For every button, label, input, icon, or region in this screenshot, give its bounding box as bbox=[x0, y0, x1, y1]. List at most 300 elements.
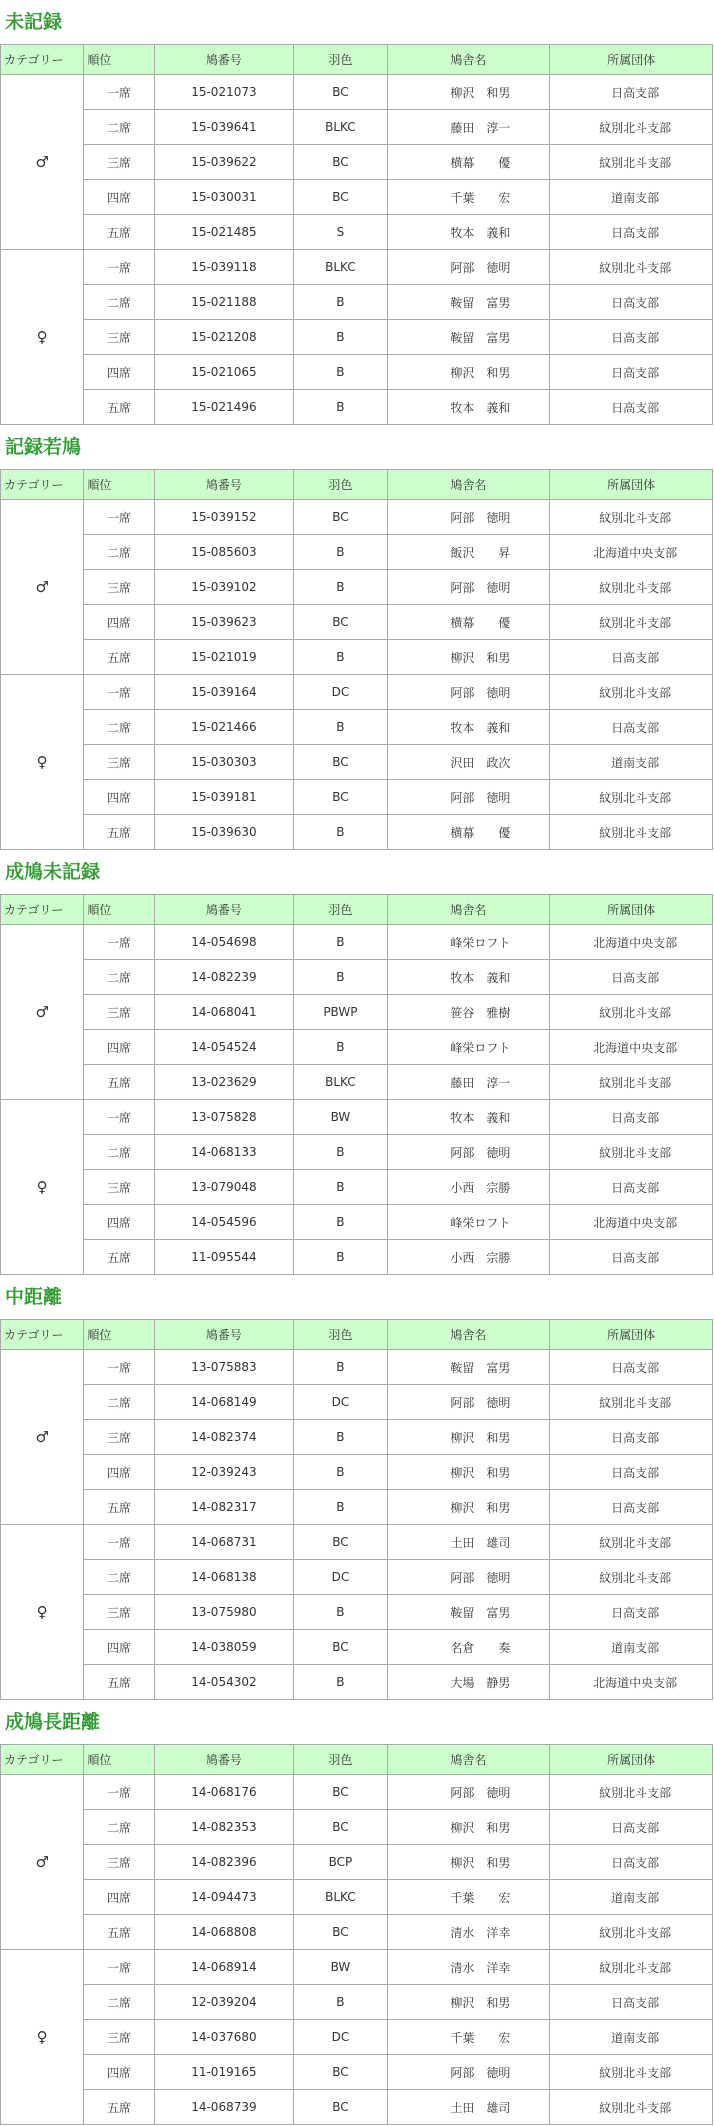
rank-cell: 四席 bbox=[84, 1455, 154, 1490]
table-row bbox=[1, 1595, 713, 1630]
rank-cell: 二席 bbox=[84, 710, 154, 745]
header-category: カテゴリー bbox=[1, 1320, 84, 1350]
table-row bbox=[1, 500, 713, 535]
rank-cell: 二席 bbox=[84, 1560, 154, 1595]
club-cell: 紋別北斗支部 bbox=[550, 605, 713, 640]
club-cell: 日高支部 bbox=[550, 1350, 713, 1385]
pigeon-no-cell: 14-068133 bbox=[154, 1135, 294, 1170]
pigeon-no-cell: 15-039641 bbox=[154, 110, 294, 145]
table-header bbox=[1, 895, 713, 925]
table-row bbox=[1, 605, 713, 640]
color-cell: BLKC bbox=[294, 1880, 387, 1915]
club-cell: 日高支部 bbox=[550, 285, 713, 320]
color-cell: B bbox=[294, 570, 387, 605]
table-row bbox=[1, 390, 713, 425]
color-cell: B bbox=[294, 1205, 387, 1240]
header-loft: 鳩舎名 bbox=[387, 45, 550, 75]
color-cell: B bbox=[294, 285, 387, 320]
rank-cell: 五席 bbox=[84, 1490, 154, 1525]
loft-cell: 阿部 徳明 bbox=[387, 2055, 550, 2090]
pigeon-no-cell: 13-075828 bbox=[154, 1100, 294, 1135]
pigeon-no-cell: 15-021065 bbox=[154, 355, 294, 390]
rank-cell: 四席 bbox=[84, 1880, 154, 1915]
table-body bbox=[1, 75, 713, 425]
header-category: カテゴリー bbox=[1, 470, 84, 500]
pigeon-no-cell: 13-079048 bbox=[154, 1170, 294, 1205]
pigeon-no-cell: 14-054302 bbox=[154, 1665, 294, 1700]
color-cell: BC bbox=[294, 1630, 387, 1665]
pigeon-no-cell: 13-075980 bbox=[154, 1595, 294, 1630]
color-cell: B bbox=[294, 815, 387, 850]
club-cell: 紋別北斗支部 bbox=[550, 1560, 713, 1595]
header-rank: 順位 bbox=[84, 470, 154, 500]
loft-cell: 柳沢 和男 bbox=[387, 75, 550, 110]
table-row bbox=[1, 1100, 713, 1135]
loft-cell: 柳沢 和男 bbox=[387, 1420, 550, 1455]
table-row bbox=[1, 995, 713, 1030]
loft-cell: 柳沢 和男 bbox=[387, 1985, 550, 2020]
color-cell: B bbox=[294, 535, 387, 570]
header-rank: 順位 bbox=[84, 1745, 154, 1775]
loft-cell: 阿部 徳明 bbox=[387, 1385, 550, 1420]
pigeon-no-cell: 15-039164 bbox=[154, 675, 294, 710]
color-cell: DC bbox=[294, 1385, 387, 1420]
loft-cell: 柳沢 和男 bbox=[387, 355, 550, 390]
pigeon-no-cell: 14-068808 bbox=[154, 1915, 294, 1950]
rank-cell: 五席 bbox=[84, 1065, 154, 1100]
loft-cell: 阿部 徳明 bbox=[387, 570, 550, 605]
header-rank: 順位 bbox=[84, 895, 154, 925]
rank-cell: 一席 bbox=[84, 500, 154, 535]
color-cell: B bbox=[294, 710, 387, 745]
club-cell: 紋別北斗支部 bbox=[550, 1915, 713, 1950]
color-cell: BC bbox=[294, 1810, 387, 1845]
pigeon-no-cell: 14-082239 bbox=[154, 960, 294, 995]
category-cell: ♀ bbox=[1, 1525, 84, 1700]
loft-cell: 藤田 淳一 bbox=[387, 1065, 550, 1100]
loft-cell: 横幕 優 bbox=[387, 815, 550, 850]
rank-cell: 五席 bbox=[84, 815, 154, 850]
table-row bbox=[1, 1205, 713, 1240]
pigeon-no-cell: 15-021496 bbox=[154, 390, 294, 425]
color-cell: BC bbox=[294, 1775, 387, 1810]
pigeon-no-cell: 14-038059 bbox=[154, 1630, 294, 1665]
loft-cell: 飯沢 昇 bbox=[387, 535, 550, 570]
loft-cell: 阿部 徳明 bbox=[387, 780, 550, 815]
table-row bbox=[1, 355, 713, 390]
section-title: 成鳩未記録 bbox=[5, 861, 101, 883]
rank-cell: 一席 bbox=[84, 1350, 154, 1385]
pigeon-no-cell: 14-054698 bbox=[154, 925, 294, 960]
header-category: カテゴリー bbox=[1, 45, 84, 75]
pigeon-no-cell: 15-021188 bbox=[154, 285, 294, 320]
loft-cell: 鞍留 富男 bbox=[387, 1595, 550, 1630]
rank-cell: 三席 bbox=[84, 745, 154, 780]
pigeon-no-cell: 13-023629 bbox=[154, 1065, 294, 1100]
rank-cell: 三席 bbox=[84, 1420, 154, 1455]
club-cell: 日高支部 bbox=[550, 640, 713, 675]
rank-cell: 二席 bbox=[84, 1135, 154, 1170]
pigeon-no-cell: 15-039102 bbox=[154, 570, 294, 605]
pigeon-no-cell: 15-039622 bbox=[154, 145, 294, 180]
table-row bbox=[1, 250, 713, 285]
club-cell: 道南支部 bbox=[550, 1630, 713, 1665]
color-cell: BLKC bbox=[294, 110, 387, 145]
color-cell: B bbox=[294, 1135, 387, 1170]
pigeon-no-cell: 14-068176 bbox=[154, 1775, 294, 1810]
pigeon-no-cell: 14-068041 bbox=[154, 995, 294, 1030]
pigeon-no-cell: 15-021019 bbox=[154, 640, 294, 675]
rank-cell: 一席 bbox=[84, 75, 154, 110]
category-cell: ♂ bbox=[1, 75, 84, 250]
pigeon-no-cell: 14-082396 bbox=[154, 1845, 294, 1880]
rank-cell: 二席 bbox=[84, 960, 154, 995]
loft-cell: 千葉 宏 bbox=[387, 180, 550, 215]
loft-cell: 峰栄ロフト bbox=[387, 1205, 550, 1240]
rank-cell: 五席 bbox=[84, 1915, 154, 1950]
club-cell: 道南支部 bbox=[550, 1880, 713, 1915]
table-row bbox=[1, 1560, 713, 1595]
table-row bbox=[1, 1350, 713, 1385]
table-row bbox=[1, 675, 713, 710]
pigeon-no-cell: 14-082353 bbox=[154, 1810, 294, 1845]
rank-cell: 一席 bbox=[84, 1775, 154, 1810]
club-cell: 日高支部 bbox=[550, 1170, 713, 1205]
pigeon-no-cell: 15-039118 bbox=[154, 250, 294, 285]
rank-cell: 五席 bbox=[84, 1240, 154, 1275]
rank-cell: 四席 bbox=[84, 780, 154, 815]
club-cell: 紋別北斗支部 bbox=[550, 1775, 713, 1810]
loft-cell: 鞍留 富男 bbox=[387, 285, 550, 320]
club-cell: 紋別北斗支部 bbox=[550, 570, 713, 605]
loft-cell: 鞍留 富男 bbox=[387, 320, 550, 355]
color-cell: BLKC bbox=[294, 1065, 387, 1100]
header-club: 所属団体 bbox=[550, 1320, 713, 1350]
club-cell: 日高支部 bbox=[550, 1595, 713, 1630]
loft-cell: 鞍留 富男 bbox=[387, 1350, 550, 1385]
category-cell: ♂ bbox=[1, 1775, 84, 1950]
club-cell: 紋別北斗支部 bbox=[550, 2090, 713, 2125]
loft-cell: 清水 洋幸 bbox=[387, 1950, 550, 1985]
table-row bbox=[1, 1985, 713, 2020]
rank-cell: 五席 bbox=[84, 1665, 154, 1700]
loft-cell: 柳沢 和男 bbox=[387, 1490, 550, 1525]
loft-cell: 牧本 義和 bbox=[387, 960, 550, 995]
color-cell: B bbox=[294, 355, 387, 390]
pigeon-no-cell: 15-030303 bbox=[154, 745, 294, 780]
table-row bbox=[1, 1240, 713, 1275]
color-cell: DC bbox=[294, 1560, 387, 1595]
header-loft: 鳩舎名 bbox=[387, 895, 550, 925]
header-row bbox=[1, 45, 713, 75]
rank-cell: 四席 bbox=[84, 180, 154, 215]
table-row bbox=[1, 1525, 713, 1560]
loft-cell: 清水 洋幸 bbox=[387, 1915, 550, 1950]
results-table bbox=[0, 469, 713, 850]
table-row bbox=[1, 2020, 713, 2055]
club-cell: 北海道中央支部 bbox=[550, 1665, 713, 1700]
club-cell: 道南支部 bbox=[550, 180, 713, 215]
section-title: 未記録 bbox=[5, 11, 63, 33]
rank-cell: 四席 bbox=[84, 2055, 154, 2090]
loft-cell: 千葉 宏 bbox=[387, 2020, 550, 2055]
category-cell: ♀ bbox=[1, 675, 84, 850]
rank-cell: 四席 bbox=[84, 1030, 154, 1065]
color-cell: B bbox=[294, 320, 387, 355]
header-club: 所属団体 bbox=[550, 895, 713, 925]
pigeon-no-cell: 15-039181 bbox=[154, 780, 294, 815]
color-cell: BC bbox=[294, 780, 387, 815]
category-cell: ♀ bbox=[1, 1950, 84, 2125]
club-cell: 紋別北斗支部 bbox=[550, 815, 713, 850]
loft-cell: 沢田 政次 bbox=[387, 745, 550, 780]
color-cell: BC bbox=[294, 75, 387, 110]
header-loft: 鳩舎名 bbox=[387, 1320, 550, 1350]
rank-cell: 五席 bbox=[84, 2090, 154, 2125]
club-cell: 紋別北斗支部 bbox=[550, 780, 713, 815]
rank-cell: 四席 bbox=[84, 1205, 154, 1240]
color-cell: BC bbox=[294, 180, 387, 215]
rank-cell: 二席 bbox=[84, 535, 154, 570]
table-row bbox=[1, 1880, 713, 1915]
rank-cell: 二席 bbox=[84, 1985, 154, 2020]
rank-cell: 五席 bbox=[84, 215, 154, 250]
pigeon-no-cell: 15-039630 bbox=[154, 815, 294, 850]
color-cell: B bbox=[294, 1985, 387, 2020]
loft-cell: 阿部 徳明 bbox=[387, 675, 550, 710]
color-cell: B bbox=[294, 960, 387, 995]
color-cell: B bbox=[294, 1665, 387, 1700]
header-color: 羽色 bbox=[294, 1320, 387, 1350]
loft-cell: 阿部 徳明 bbox=[387, 1135, 550, 1170]
pigeon-no-cell: 15-085603 bbox=[154, 535, 294, 570]
table-row bbox=[1, 1030, 713, 1065]
header-pigeon-no: 鳩番号 bbox=[154, 1745, 294, 1775]
club-cell: 北海道中央支部 bbox=[550, 535, 713, 570]
table-row bbox=[1, 2090, 713, 2125]
results-table bbox=[0, 1744, 713, 2125]
loft-cell: 牧本 義和 bbox=[387, 710, 550, 745]
table-row bbox=[1, 925, 713, 960]
loft-cell: 横幕 優 bbox=[387, 605, 550, 640]
pigeon-no-cell: 14-068914 bbox=[154, 1950, 294, 1985]
color-cell: PBWP bbox=[294, 995, 387, 1030]
results-table bbox=[0, 894, 713, 1275]
rank-cell: 三席 bbox=[84, 1170, 154, 1205]
header-pigeon-no: 鳩番号 bbox=[154, 45, 294, 75]
pigeon-no-cell: 15-039623 bbox=[154, 605, 294, 640]
color-cell: DC bbox=[294, 675, 387, 710]
color-cell: BC bbox=[294, 500, 387, 535]
header-category: カテゴリー bbox=[1, 895, 84, 925]
pigeon-no-cell: 14-082374 bbox=[154, 1420, 294, 1455]
header-pigeon-no: 鳩番号 bbox=[154, 895, 294, 925]
loft-cell: 阿部 徳明 bbox=[387, 1560, 550, 1595]
rank-cell: 三席 bbox=[84, 145, 154, 180]
color-cell: B bbox=[294, 1350, 387, 1385]
color-cell: BLKC bbox=[294, 250, 387, 285]
rank-cell: 四席 bbox=[84, 355, 154, 390]
table-row bbox=[1, 1135, 713, 1170]
pigeon-no-cell: 15-021485 bbox=[154, 215, 294, 250]
header-color: 羽色 bbox=[294, 895, 387, 925]
club-cell: 日高支部 bbox=[550, 215, 713, 250]
header-row bbox=[1, 1745, 713, 1775]
rank-cell: 三席 bbox=[84, 2020, 154, 2055]
loft-cell: 千葉 宏 bbox=[387, 1880, 550, 1915]
table-row bbox=[1, 710, 713, 745]
pigeon-no-cell: 15-030031 bbox=[154, 180, 294, 215]
color-cell: B bbox=[294, 1170, 387, 1205]
color-cell: B bbox=[294, 390, 387, 425]
table-header bbox=[1, 45, 713, 75]
loft-cell: 峰栄ロフト bbox=[387, 1030, 550, 1065]
color-cell: B bbox=[294, 925, 387, 960]
table-row bbox=[1, 320, 713, 355]
club-cell: 紋別北斗支部 bbox=[550, 675, 713, 710]
header-loft: 鳩舎名 bbox=[387, 1745, 550, 1775]
table-row bbox=[1, 285, 713, 320]
loft-cell: 柳沢 和男 bbox=[387, 1845, 550, 1880]
section-title: 成鳩長距離 bbox=[5, 1711, 101, 1733]
table-body bbox=[1, 925, 713, 1275]
table-row bbox=[1, 780, 713, 815]
club-cell: 日高支部 bbox=[550, 320, 713, 355]
table-row bbox=[1, 215, 713, 250]
header-pigeon-no: 鳩番号 bbox=[154, 1320, 294, 1350]
color-cell: BC bbox=[294, 745, 387, 780]
table-row bbox=[1, 1630, 713, 1665]
color-cell: BC bbox=[294, 1525, 387, 1560]
table-row bbox=[1, 1490, 713, 1525]
table-body bbox=[1, 1350, 713, 1700]
rank-cell: 四席 bbox=[84, 1630, 154, 1665]
table-body bbox=[1, 500, 713, 850]
color-cell: BC bbox=[294, 2090, 387, 2125]
club-cell: 紋別北斗支部 bbox=[550, 1385, 713, 1420]
header-color: 羽色 bbox=[294, 45, 387, 75]
club-cell: 紋別北斗支部 bbox=[550, 1525, 713, 1560]
club-cell: 紋別北斗支部 bbox=[550, 500, 713, 535]
club-cell: 日高支部 bbox=[550, 1845, 713, 1880]
rank-cell: 一席 bbox=[84, 1525, 154, 1560]
rank-cell: 三席 bbox=[84, 1595, 154, 1630]
rank-cell: 二席 bbox=[84, 110, 154, 145]
color-cell: B bbox=[294, 1490, 387, 1525]
table-row bbox=[1, 960, 713, 995]
rank-cell: 三席 bbox=[84, 1845, 154, 1880]
table-row bbox=[1, 1665, 713, 1700]
results-table bbox=[0, 1319, 713, 1700]
rank-cell: 二席 bbox=[84, 1385, 154, 1420]
table-row bbox=[1, 1810, 713, 1845]
pigeon-no-cell: 14-068731 bbox=[154, 1525, 294, 1560]
pigeon-no-cell: 15-039152 bbox=[154, 500, 294, 535]
club-cell: 日高支部 bbox=[550, 1985, 713, 2020]
loft-cell: 牧本 義和 bbox=[387, 215, 550, 250]
club-cell: 紋別北斗支部 bbox=[550, 1135, 713, 1170]
club-cell: 紋別北斗支部 bbox=[550, 110, 713, 145]
club-cell: 北海道中央支部 bbox=[550, 1030, 713, 1065]
header-loft: 鳩舎名 bbox=[387, 470, 550, 500]
loft-cell: 阿部 徳明 bbox=[387, 1775, 550, 1810]
rank-cell: 一席 bbox=[84, 1100, 154, 1135]
club-cell: 紋別北斗支部 bbox=[550, 145, 713, 180]
results-table bbox=[0, 44, 713, 425]
club-cell: 紋別北斗支部 bbox=[550, 995, 713, 1030]
loft-cell: 横幕 優 bbox=[387, 145, 550, 180]
table-row bbox=[1, 745, 713, 780]
table-row bbox=[1, 570, 713, 605]
category-cell: ♂ bbox=[1, 925, 84, 1100]
loft-cell: 小西 宗勝 bbox=[387, 1170, 550, 1205]
club-cell: 日高支部 bbox=[550, 1100, 713, 1135]
pigeon-no-cell: 14-068149 bbox=[154, 1385, 294, 1420]
color-cell: B bbox=[294, 640, 387, 675]
section-title: 中距離 bbox=[5, 1286, 63, 1308]
loft-cell: 名倉 奏 bbox=[387, 1630, 550, 1665]
table-row bbox=[1, 1915, 713, 1950]
header-category: カテゴリー bbox=[1, 1745, 84, 1775]
club-cell: 日高支部 bbox=[550, 75, 713, 110]
rank-cell: 二席 bbox=[84, 1810, 154, 1845]
pigeon-no-cell: 14-037680 bbox=[154, 2020, 294, 2055]
color-cell: B bbox=[294, 1595, 387, 1630]
rank-cell: 一席 bbox=[84, 1950, 154, 1985]
table-row bbox=[1, 180, 713, 215]
table-row bbox=[1, 1170, 713, 1205]
club-cell: 日高支部 bbox=[550, 1810, 713, 1845]
table-row bbox=[1, 535, 713, 570]
club-cell: 日高支部 bbox=[550, 1455, 713, 1490]
header-row bbox=[1, 470, 713, 500]
color-cell: B bbox=[294, 1030, 387, 1065]
header-color: 羽色 bbox=[294, 470, 387, 500]
pigeon-no-cell: 15-021208 bbox=[154, 320, 294, 355]
table-header bbox=[1, 1320, 713, 1350]
rank-cell: 三席 bbox=[84, 570, 154, 605]
rank-cell: 一席 bbox=[84, 925, 154, 960]
color-cell: DC bbox=[294, 2020, 387, 2055]
club-cell: 日高支部 bbox=[550, 1490, 713, 1525]
pigeon-no-cell: 14-094473 bbox=[154, 1880, 294, 1915]
pigeon-no-cell: 14-082317 bbox=[154, 1490, 294, 1525]
color-cell: BC bbox=[294, 2055, 387, 2090]
header-row bbox=[1, 1320, 713, 1350]
club-cell: 北海道中央支部 bbox=[550, 1205, 713, 1240]
category-cell: ♂ bbox=[1, 500, 84, 675]
table-row bbox=[1, 1845, 713, 1880]
club-cell: 紋別北斗支部 bbox=[550, 1950, 713, 1985]
header-row bbox=[1, 895, 713, 925]
category-cell: ♀ bbox=[1, 250, 84, 425]
club-cell: 日高支部 bbox=[550, 1240, 713, 1275]
table-row bbox=[1, 75, 713, 110]
color-cell: BC bbox=[294, 145, 387, 180]
table-row bbox=[1, 1385, 713, 1420]
loft-cell: 土田 雄司 bbox=[387, 2090, 550, 2125]
loft-cell: 牧本 義和 bbox=[387, 1100, 550, 1135]
loft-cell: 阿部 徳明 bbox=[387, 500, 550, 535]
rank-cell: 一席 bbox=[84, 250, 154, 285]
club-cell: 北海道中央支部 bbox=[550, 925, 713, 960]
table-row bbox=[1, 1065, 713, 1100]
color-cell: S bbox=[294, 215, 387, 250]
table-row bbox=[1, 1950, 713, 1985]
color-cell: BW bbox=[294, 1950, 387, 1985]
club-cell: 道南支部 bbox=[550, 745, 713, 780]
color-cell: BW bbox=[294, 1100, 387, 1135]
